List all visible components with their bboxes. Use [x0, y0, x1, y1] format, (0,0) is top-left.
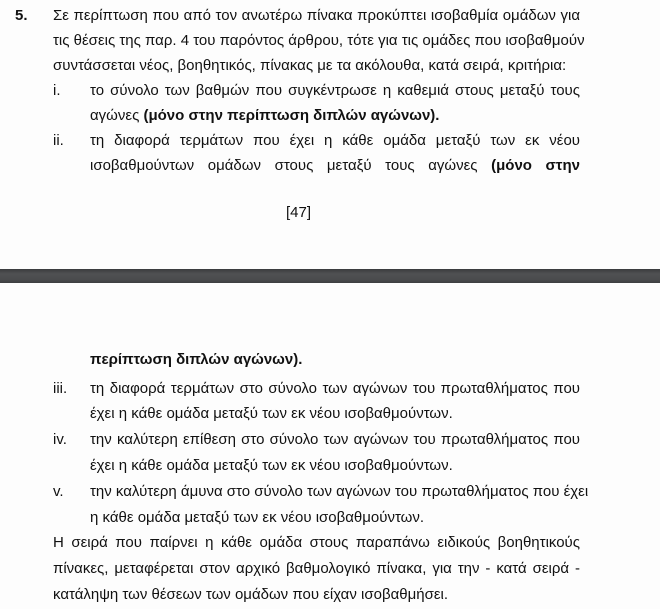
criterion-numeral: ii.: [53, 132, 64, 149]
intro-line: τις θέσεις της παρ. 4 του παρόντος άρθρου, τότε για τις ομάδες που ισοβαθμούν: [53, 32, 585, 49]
criterion-continuation: [90, 350, 302, 370]
criterion-text: αγώνες: [90, 107, 144, 124]
page-separator: [0, 269, 660, 283]
criterion-line: το σύνολο των βαθμών που συγκέντρωσε η καθεμιά στους μεταξύ τους: [90, 82, 580, 99]
intro-line: συντάσσεται νέος, βοηθητικός, πίνακας με τα ακόλουθα, κατά σειρά, κριτήρια:: [53, 57, 567, 74]
criterion-numeral: i.: [53, 82, 61, 99]
document-page-47: [0, 0, 660, 269]
criterion-line: [90, 106, 439, 126]
page-number: [47]: [286, 204, 312, 221]
criterion-bold-note: περίπτωση διπλών αγώνων).: [90, 351, 303, 368]
criterion-line: η κάθε ομάδα μεταξύ των εκ νέου ισοβαθμούντων.: [90, 509, 425, 526]
criterion-numeral: iv.: [53, 431, 67, 448]
criterion-line: τη διαφορά τερμάτων στο σύνολο των αγώνων του πρωταθλήματος που: [90, 380, 580, 397]
criterion-bold-note: (μόνο στην περίπτωση διπλών αγώνων).: [143, 107, 440, 124]
closing-line: πίνακες, μεταφέρεται στον αρχικό βαθμολογικό πίνακα, για την - κατά σειρά -: [53, 560, 580, 577]
criterion-bold-note: (μόνο στην: [491, 157, 580, 174]
criterion-line: έχει η κάθε ομάδα μεταξύ των εκ νέου ισοβαθμούντων.: [90, 457, 453, 474]
intro-line: Σε περίπτωση που από τον ανωτέρω πίνακα προκύπτει ισοβαθμία ομάδων για: [53, 7, 580, 24]
criterion-line: τη διαφορά τερμάτων που έχει η κάθε ομάδα μεταξύ των εκ νέου: [90, 132, 580, 149]
item-number: 5.: [15, 7, 28, 24]
criterion-line: έχει η κάθε ομάδα μεταξύ των εκ νέου ισοβαθμούντων.: [90, 405, 453, 422]
criterion-line: [90, 156, 580, 176]
criterion-line: την καλύτερη επίθεση στο σύνολο των αγώνων του πρωταθλήματος που: [90, 431, 580, 448]
closing-line: κατάληψη των θέσεων των ομάδων που είχαν ισοβαθμήσει.: [53, 586, 449, 603]
criterion-numeral: iii.: [53, 380, 68, 397]
criterion-text: ισοβαθμούντων ομάδων στους μεταξύ τους αγώνες: [90, 157, 492, 174]
criterion-line: την καλύτερη άμυνα στο σύνολο των αγώνων του πρωταθλήματος που έχει: [90, 483, 589, 500]
closing-line: Η σειρά που παίρνει η κάθε ομάδα στους παραπάνω ειδικούς βοηθητικούς: [53, 534, 580, 551]
document-page-48: [0, 283, 660, 609]
criterion-numeral: v.: [53, 483, 64, 500]
